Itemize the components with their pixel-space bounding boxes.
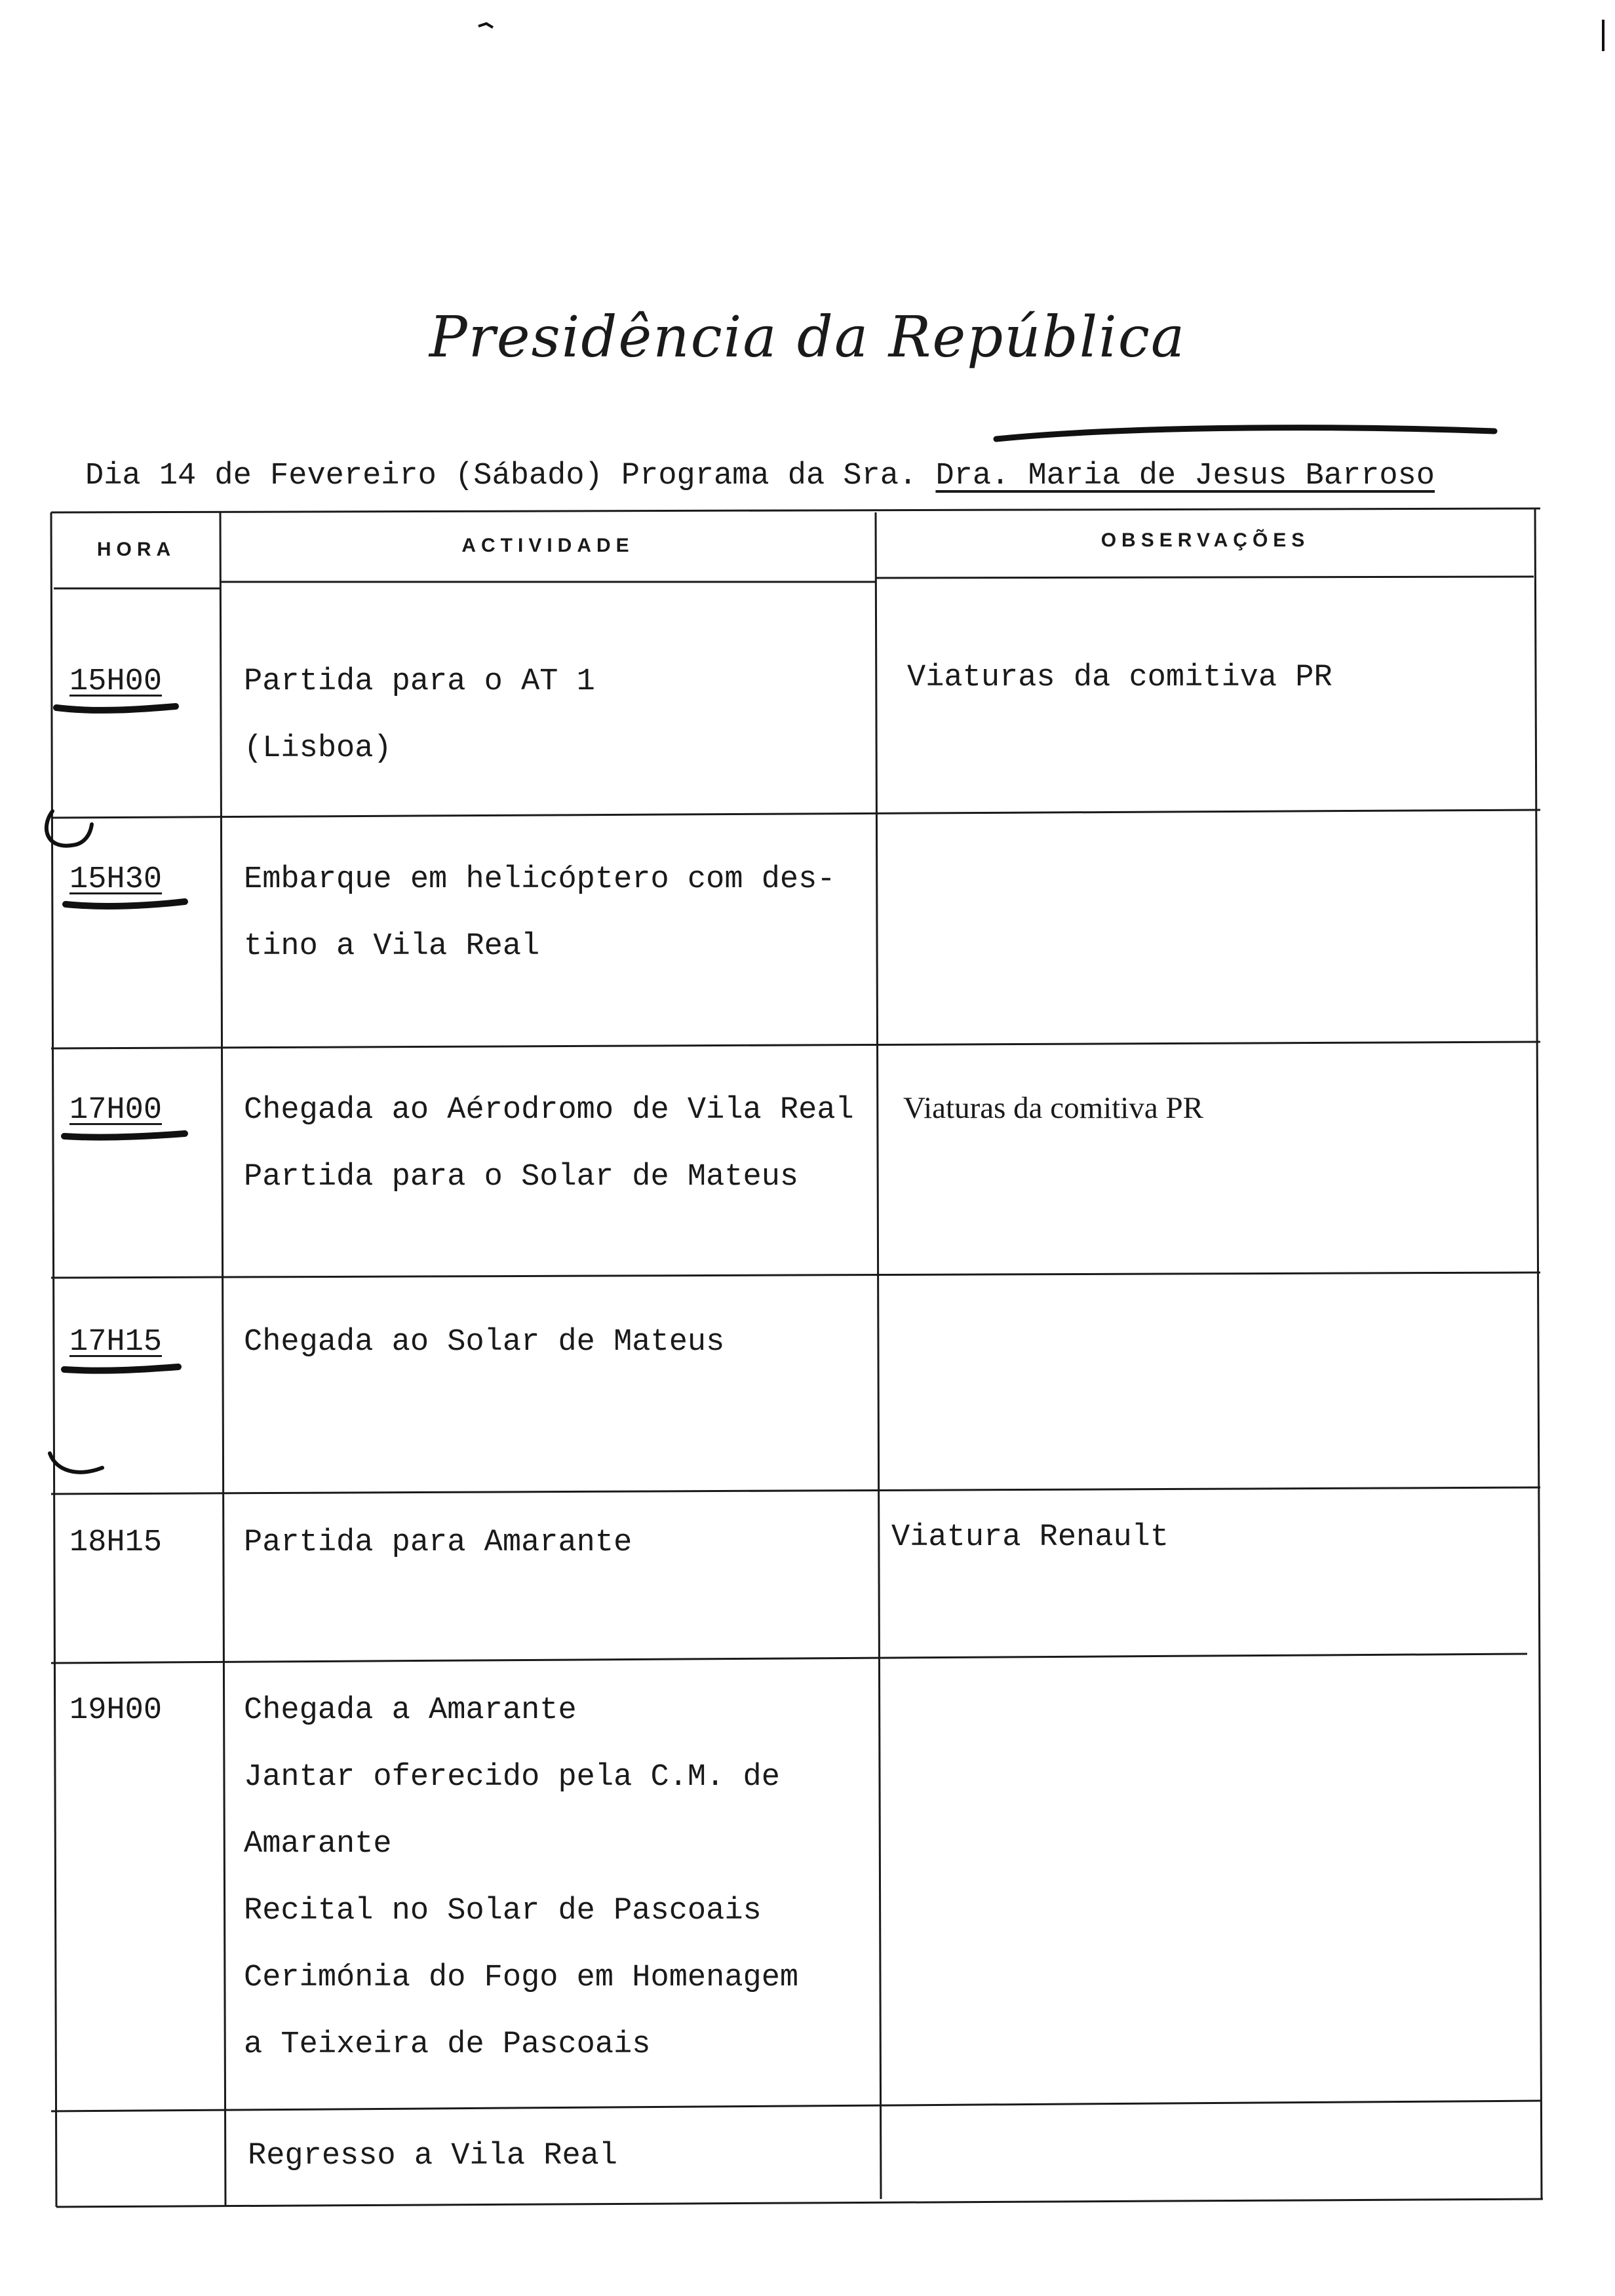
- observation-cell: Viaturas da comitiva PR: [903, 1091, 1203, 1125]
- activity-line: Chegada ao Solar de Mateus: [244, 1325, 725, 1360]
- activity-line: Cerimónia do Fogo em Homenagem: [244, 1961, 799, 1995]
- activity-line: tino a Vila Real: [244, 929, 540, 964]
- time-cell: 17H00: [69, 1093, 163, 1128]
- activity-line: Partida para Amarante: [244, 1525, 632, 1560]
- observation-cell: Viatura Renault: [891, 1520, 1169, 1555]
- time-cell: 15H30: [69, 862, 163, 897]
- time-cell: 17H15: [69, 1325, 163, 1360]
- heading-name: Dra. Maria de Jesus Barroso: [935, 459, 1435, 493]
- activity-line: Amarante: [244, 1827, 392, 1862]
- time-cell: 15H00: [69, 664, 163, 699]
- column-header-hora: HORA: [96, 539, 176, 560]
- activity-line: Chegada ao Aérodromo de Vila Real: [244, 1093, 854, 1128]
- activity-line: Partida para o AT 1: [244, 664, 595, 699]
- activity-line: Embarque em helicóptero com des-: [244, 862, 836, 897]
- observation-cell: Viaturas da comitiva PR: [907, 660, 1333, 695]
- column-header-observacoes: OBSERVAÇÕES: [1100, 529, 1310, 551]
- activity-line: Recital no Solar de Pascoais: [244, 1894, 762, 1928]
- column-header-actividade: ACTIVIDADE: [461, 535, 634, 556]
- activity-line: a Teixeira de Pascoais: [244, 2027, 651, 2062]
- activity-line: Partida para o Solar de Mateus: [244, 1160, 799, 1195]
- activity-line: (Lisboa): [244, 731, 392, 766]
- time-cell: 18H15: [69, 1525, 163, 1560]
- activity-line: Jantar oferecido pela C.M. de: [244, 1760, 780, 1795]
- heading-prefix: Dia 14 de Fevereiro (Sábado) Programa da Sra.: [85, 459, 918, 493]
- time-cell: 19H00: [69, 1693, 163, 1728]
- activity-line: Regresso a Vila Real: [248, 2139, 618, 2173]
- letterhead-title: Presidência da República: [429, 305, 1186, 370]
- activity-line: Chegada a Amarante: [244, 1693, 577, 1728]
